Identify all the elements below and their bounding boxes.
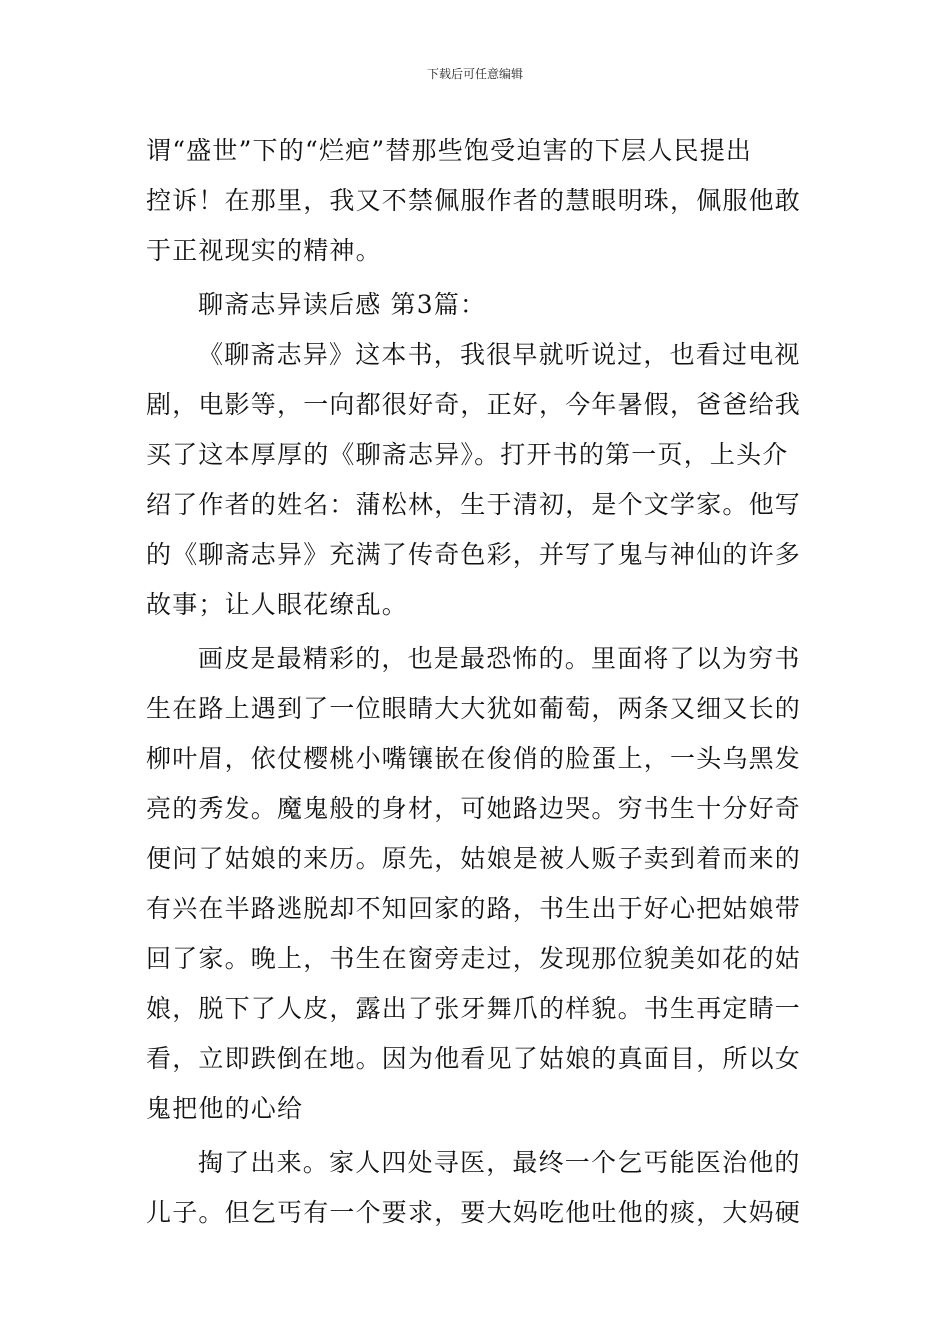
paragraph <box>146 1138 818 1238</box>
text-line: 掏了出来。家人四处寻医，最终一个乞丐能医治他的 <box>198 1148 801 1177</box>
text-line: 看，立即跌倒在地。因为他看见了姑娘的真面目，所以女 <box>146 1044 802 1073</box>
document-body <box>146 126 818 1238</box>
text-line: 故事；让人眼花缭乱。 <box>146 590 409 619</box>
text-line: 生在路上遇到了一位眼睛大大犹如葡萄，两条又细又长的 <box>146 694 802 723</box>
text-line: 娘，脱下了人皮，露出了张牙舞爪的样貌。书生再定睛一 <box>146 994 802 1023</box>
section-heading <box>146 280 818 330</box>
text-line: 于正视现实的精神。 <box>146 236 382 265</box>
heading-line: 聊斋志异读后感 第3篇： <box>198 290 487 319</box>
text-line: 控诉！在那里，我又不禁佩服作者的慧眼明珠，佩服他敢 <box>146 186 802 215</box>
text-line: 回了家。晚上，书生在窗旁走过，发现那位貌美如花的姑 <box>146 944 802 973</box>
text-line: 柳叶眉，依仗樱桃小嘴镶嵌在俊俏的脸蛋上，一头乌黑发 <box>146 744 802 773</box>
text-line: 亮的秀发。魔鬼般的身材，可她路边哭。穷书生十分好奇 <box>146 794 802 823</box>
paragraph <box>146 330 818 630</box>
paragraph <box>146 634 818 1134</box>
text-line: 有兴在半路逃脱却不知回家的路，书生出于好心把姑娘带 <box>146 894 802 923</box>
text-line: 买了这本厚厚的《聊斋志异》。打开书的第一页，上头介 <box>146 440 789 469</box>
text-line: 便问了姑娘的来历。原先，姑娘是被人贩子卖到着而来的 <box>146 844 802 873</box>
text-line: 儿子。但乞丐有一个要求，要大妈吃他吐他的痰，大妈硬 <box>146 1198 802 1227</box>
text-line: 绍了作者的姓名：蒲松林，生于清初，是个文学家。他写 <box>146 490 802 519</box>
text-line: 剧，电影等，一向都很好奇，正好，今年暑假，爸爸给我 <box>146 390 802 419</box>
text-line: 《聊斋志异》这本书，我很早就听说过，也看过电视 <box>198 340 801 369</box>
paragraph <box>146 126 818 276</box>
text-line: 的《聊斋志异》充满了传奇色彩，并写了鬼与神仙的许多 <box>146 540 802 569</box>
page-header: 下载后可任意编辑 <box>426 67 523 81</box>
text-line: 画皮是最精彩的，也是最恐怖的。里面将了以为穷书 <box>198 644 801 673</box>
text-line: 鬼把他的心给 <box>146 1094 304 1123</box>
text-line: 谓“盛世”下的“烂疤”替那些饱受迫害的下层人民提出 <box>146 136 753 165</box>
